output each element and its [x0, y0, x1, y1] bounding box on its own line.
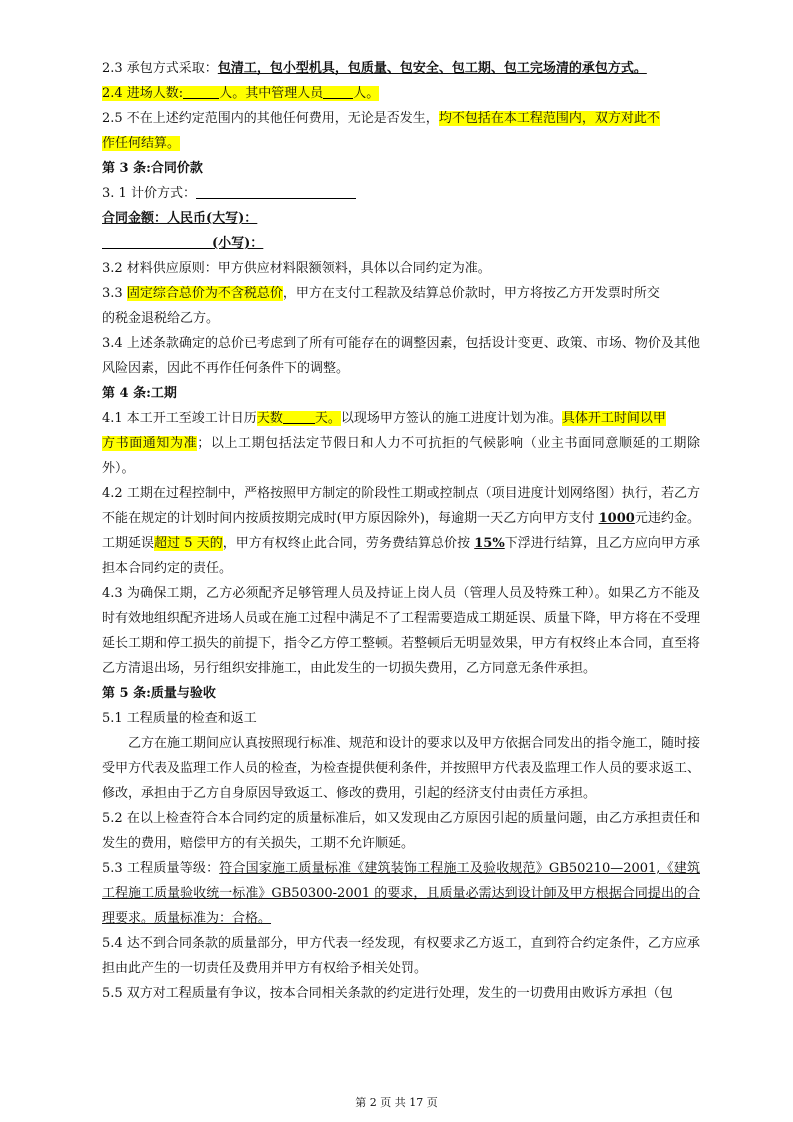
section-heading-3: 第 3 条:合同价款	[102, 161, 203, 176]
manager-count-blank	[323, 84, 353, 99]
contract-amount-uppercase: 合同金额：人民币(大写)：	[102, 211, 258, 226]
penalty-amount: 1000	[598, 511, 635, 526]
clause-2-4: 2.4 进场人数: 人。其中管理人员 人。	[102, 86, 380, 101]
section-heading-5: 第 5 条:质量与验收	[102, 686, 216, 701]
clause-5-2: 5.2 在以上检查符合本合同约定的质量标准后，如又发现由乙方原因引起的质量问题，由乙方承担责任和发生的费用，赔偿甲方的有关损失，工期不允许顺延。	[102, 811, 700, 851]
quality-standard: 符合国家施工质量标准《建筑装饰工程施工及验收规范》GB50210—2001,《建筑工程施工质量验收统一标准》GB50300-2001 的要求，且质量必需达到设计師及甲方根据合同提出的合理要求。质量标准为：合格。	[102, 861, 700, 926]
discount-percent: 15%	[474, 536, 505, 551]
clause-4-2: 4.2 工期在过程控制中，严格按照甲方制定的阶段性工期或控制点（项目进度计划网络图）执行，若乙方不能在规定的计划时间内按质按期完成时(甲方原因除外)，每逾期一天乙方向甲方支付 1000元违约金。工期延误超过 5 天的，甲方有权终止此合同，劳务费结算总价按 15%下浮进行结算，且乙方应向甲方承担本合同约定的责任。	[102, 486, 700, 576]
clause-3-4: 3.4 上述条款确定的总价已考虑到了所有可能存在的调整因素，包括设计变更、政策、市场、物价及其他风险因素，因此不再作任何条件下的调整。	[102, 336, 700, 376]
personnel-count-blank	[183, 84, 219, 99]
clause-4-3: 4.3 为确保工期，乙方必须配齐足够管理人员及持证上岗人员（管理人员及特殊工种）。如果乙方不能及时有效地组织配齐进场人员或在施工过程中满足不了工程需要造成工期延误、质量下降，甲方将在不受理延长工期和停工损失的前提下，指令乙方停工整顿。若整顿后无明显效果，甲方有权终止本合同，直至将乙方清退出场，另行组织安排施工，由此发生的一切损失费用，乙方同意无条件承担。	[102, 586, 701, 676]
clause-5-5: 5.5 双方对工程质量有争议，按本合同相关条款的约定进行处理，发生的一切费用由败诉方承担（包	[102, 986, 673, 1001]
clause-5-3: 5.3 工程质量等级：符合国家施工质量标准《建筑装饰工程施工及验收规范》GB50210—2001,《建筑工程施工质量验收统一标准》GB50300-2001 的要求，且质量必需达到设计師及甲方根据合同提出的合理要求。质量标准为：合格。	[102, 861, 700, 926]
clause-3-3: 3.3 固定综合总价为不含税总价，甲方在支付工程款及结算总价款时，甲方将按乙方开发票时所交 的税金退税给乙方。	[102, 286, 660, 326]
clause-4-1: 4.1 本工开工至竣工计日历天数 天。以现场甲方签认的施工进度计划为准。具体开工时间以甲 方书面通知为准；以上工期包括法定节假日和人力不可抗拒的气候影响（业主书面同意顺延的工期除外）。	[102, 411, 700, 476]
clause-2-3: 2.3 承包方式采取：包清工，包小型机具，包质量、包安全、包工期、包工完场清的承包方式。	[102, 61, 647, 76]
section-heading-4: 第 4 条:工期	[102, 386, 177, 401]
page-footer: 第 2 页 共 17 页	[355, 1096, 438, 1109]
document-page	[102, 56, 700, 1006]
contract-mode: 包清工，包小型机具，包质量、包安全、包工期、包工完场清的承包方式。	[217, 61, 647, 76]
contract-amount-lowercase: (小写)：	[102, 231, 700, 256]
clause-2-5: 2.5 不在上述约定范围内的其他任何费用，无论是否发生，均不包括在本工程范围内，双方对此不 作任何结算。	[102, 111, 660, 151]
pricing-method-blank	[196, 184, 356, 199]
clause-3-1: 3. 1 计价方式：	[102, 181, 700, 206]
calendar-days-blank	[283, 409, 315, 424]
clause-5-1: 5.1 工程质量的检查和返工	[102, 711, 257, 726]
clause-3-2: 3.2 材料供应原则：甲方供应材料限额领料，具体以合同约定为准。	[102, 261, 491, 276]
clause-5-1-body: 乙方在施工期间应认真按照现行标准、规范和设计的要求以及甲方依据合同发出的指令施工，随时接受甲方代表及监理工作人员的检查，为检查提供便利条件，并按照甲方代表及监理工作人员的要求返工、修改，承担由于乙方自身原因导致返工、修改的费用，引起的经济支付由责任方承担。	[102, 736, 701, 801]
clause-5-4: 5.4 达不到合同条款的质量部分，甲方代表一经发现，有权要求乙方返工，直到符合约定条件，乙方应承担由此产生的一切责任及费用并甲方有权给予相关处罚。	[102, 936, 700, 976]
